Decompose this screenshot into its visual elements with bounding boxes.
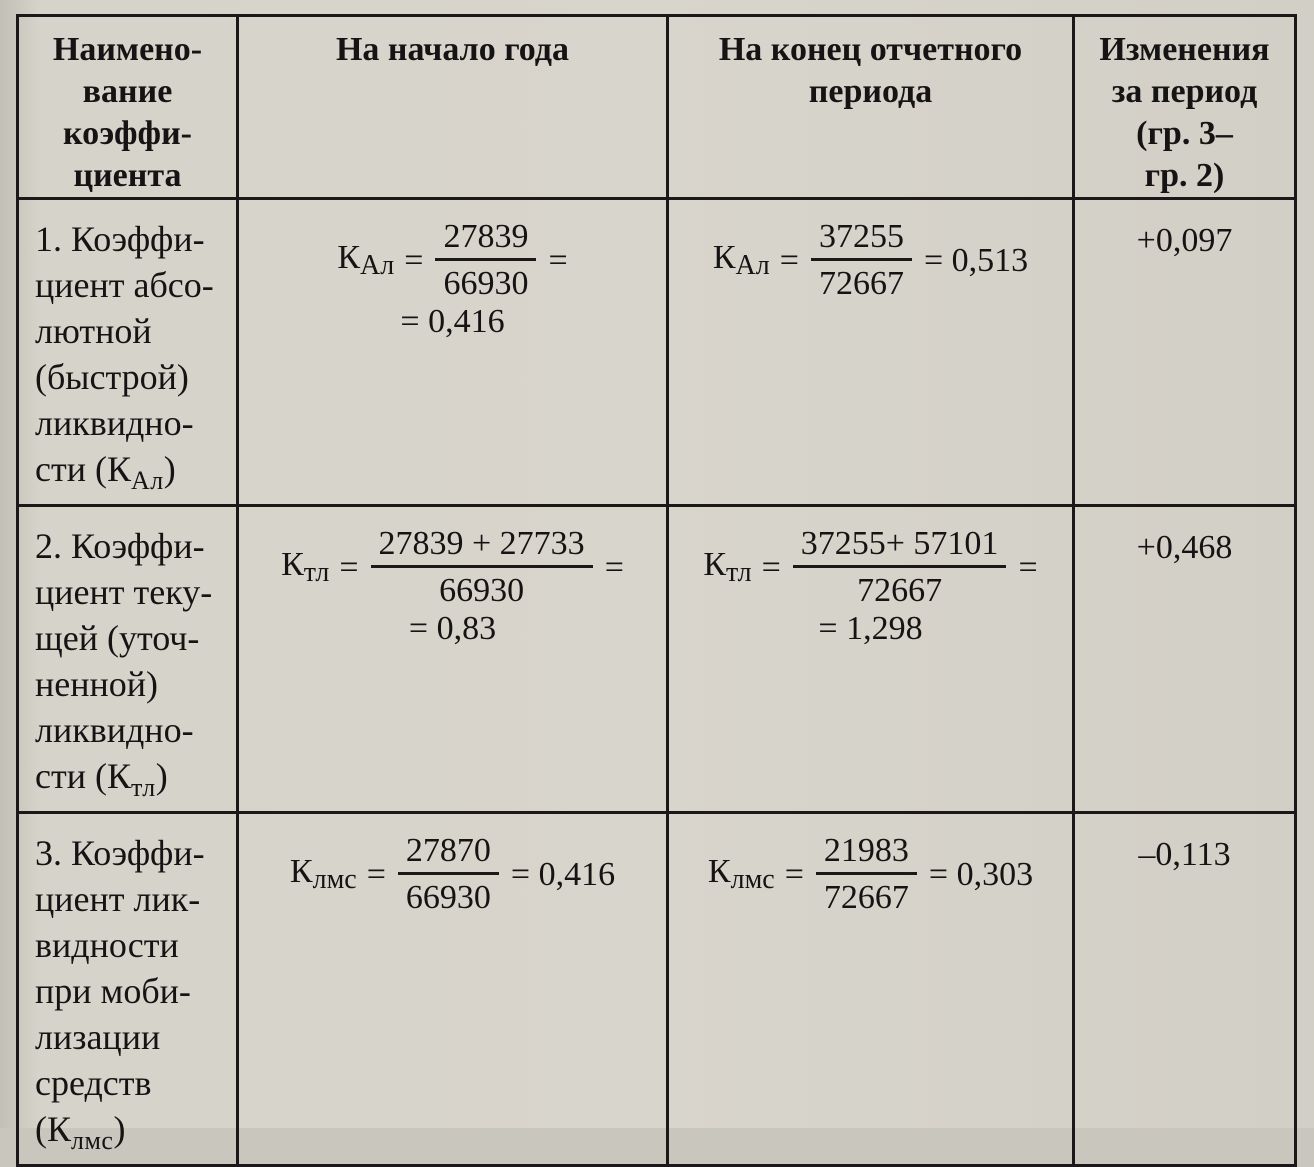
denominator: 72667 [823, 879, 909, 916]
numerator: 27870 [398, 834, 499, 875]
denominator: 72667 [818, 265, 904, 302]
ratio-symbol: КАл [712, 239, 770, 281]
formula [337, 220, 567, 301]
equals-sign: = [779, 241, 799, 279]
numerator: 37255+ 57101 [793, 527, 1007, 568]
formula [290, 834, 615, 915]
end-formula-cell [668, 813, 1074, 1166]
denominator: 66930 [405, 879, 491, 916]
ratio-symbol: Ктл [703, 546, 752, 588]
start-formula-cell [238, 199, 668, 506]
header-start-of-year: На начало года [238, 16, 668, 199]
ratio-name-cell [18, 506, 238, 813]
denominator: 66930 [443, 265, 529, 302]
ratio-symbol: Клмс [289, 853, 357, 895]
fraction [371, 527, 593, 608]
formula [281, 527, 624, 608]
inline-result: = [548, 241, 568, 279]
denominator: 72667 [857, 572, 943, 609]
ratio-name-close: ) [163, 449, 176, 489]
fraction [398, 834, 499, 915]
ratio-name-close: ) [113, 1109, 126, 1149]
table-row [18, 813, 1296, 1166]
ratio-symbol: КАл [337, 239, 395, 281]
numerator: 27839 + 27733 [371, 527, 593, 568]
liquidity-ratios-table [16, 14, 1297, 1167]
equals-sign: = [761, 548, 781, 586]
numerator: 21983 [816, 834, 917, 875]
header-change-for-period: Изменения за период (гр. 3– гр. 2) [1074, 16, 1296, 199]
header-ratio-name: Наимено- вание коэффи- циента [18, 16, 238, 199]
ratio-name-cell [18, 813, 238, 1166]
result-line: = 0,83 [408, 610, 497, 647]
end-formula-cell [668, 199, 1074, 506]
equals-sign: = [339, 548, 359, 586]
fraction [816, 834, 917, 915]
change-cell: +0,097 [1074, 199, 1296, 506]
table-header-row [18, 16, 1296, 199]
numerator: 37255 [811, 220, 912, 261]
ratio-name-close: ) [155, 756, 168, 796]
formula [713, 220, 1028, 301]
denominator: 66930 [439, 572, 525, 609]
header-end-of-period: На конец отчетного периода [668, 16, 1074, 199]
inline-result: = 0,303 [928, 855, 1034, 893]
ratio-name: 2. Коэффи- циент теку- щей (уточ- ненной) ликвидно- сти (К [35, 526, 213, 796]
ratio-name-cell [18, 199, 238, 506]
equals-sign: = [404, 241, 424, 279]
ratio-name-subscript: лмс [71, 1126, 114, 1155]
start-formula-cell [238, 813, 668, 1166]
inline-result: = [1018, 548, 1038, 586]
result-line: = 0,416 [400, 303, 505, 340]
inline-result: = 0,416 [510, 855, 616, 893]
inline-result: = [604, 548, 624, 586]
start-formula-cell [238, 506, 668, 813]
ratio-name: 1. Коэффи- циент абсо- лютной (быстрой) ликвидно- сти (К [35, 219, 214, 489]
ratio-symbol: Ктл [281, 546, 330, 588]
change-cell: +0,468 [1074, 506, 1296, 813]
ratio-symbol: Клмс [707, 853, 775, 895]
end-formula-cell [668, 506, 1074, 813]
fraction [435, 220, 536, 301]
ratio-name-subscript: Ал [130, 466, 164, 495]
ratio-name-subscript: тл [130, 773, 156, 802]
inline-result: = 0,513 [923, 241, 1029, 279]
fraction [811, 220, 912, 301]
table-row [18, 506, 1296, 813]
result-line: = 1,298 [818, 610, 923, 647]
equals-sign: = [366, 855, 386, 893]
table-row [18, 199, 1296, 506]
formula [703, 527, 1037, 608]
ratio-name: 3. Коэффи- циент лик- видности при моби- лизации средств (К [35, 833, 205, 1149]
fraction [793, 527, 1007, 608]
numerator: 27839 [435, 220, 536, 261]
formula [708, 834, 1033, 915]
equals-sign: = [784, 855, 804, 893]
change-cell: –0,113 [1074, 813, 1296, 1166]
